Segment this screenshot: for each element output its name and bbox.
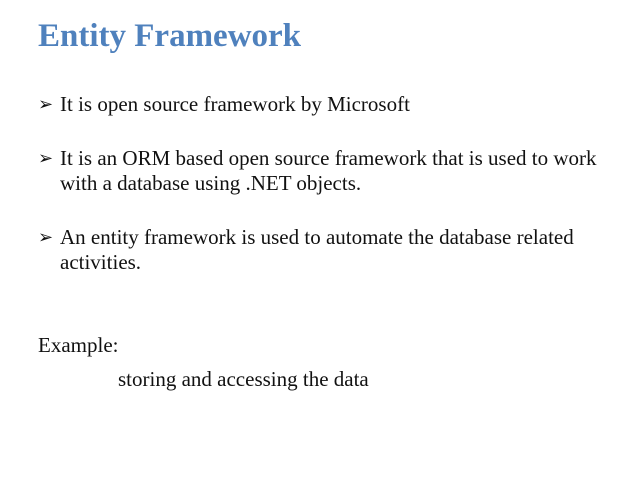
bullet-text: It is an ORM based open source framework that is used to work with a database using .NET objects. (60, 145, 597, 196)
bullet-item-open-source (38, 92, 618, 118)
example-text: storing and accessing the data (118, 367, 369, 391)
bullet-text: It is open source framework by Microsoft (60, 92, 410, 116)
arrow-bullet-icon: ➢ (38, 94, 54, 115)
bullet-text: An entity framework is used to automate the database related activities. (60, 224, 574, 275)
example-label: Example: (38, 333, 119, 357)
arrow-bullet-icon: ➢ (38, 226, 54, 248)
arrow-bullet-icon: ➢ (38, 147, 54, 169)
slide-title: Entity Framework (38, 18, 302, 54)
bullet-item-automate (38, 225, 618, 276)
bullet-list (38, 92, 618, 276)
bullet-item-orm (38, 146, 618, 197)
